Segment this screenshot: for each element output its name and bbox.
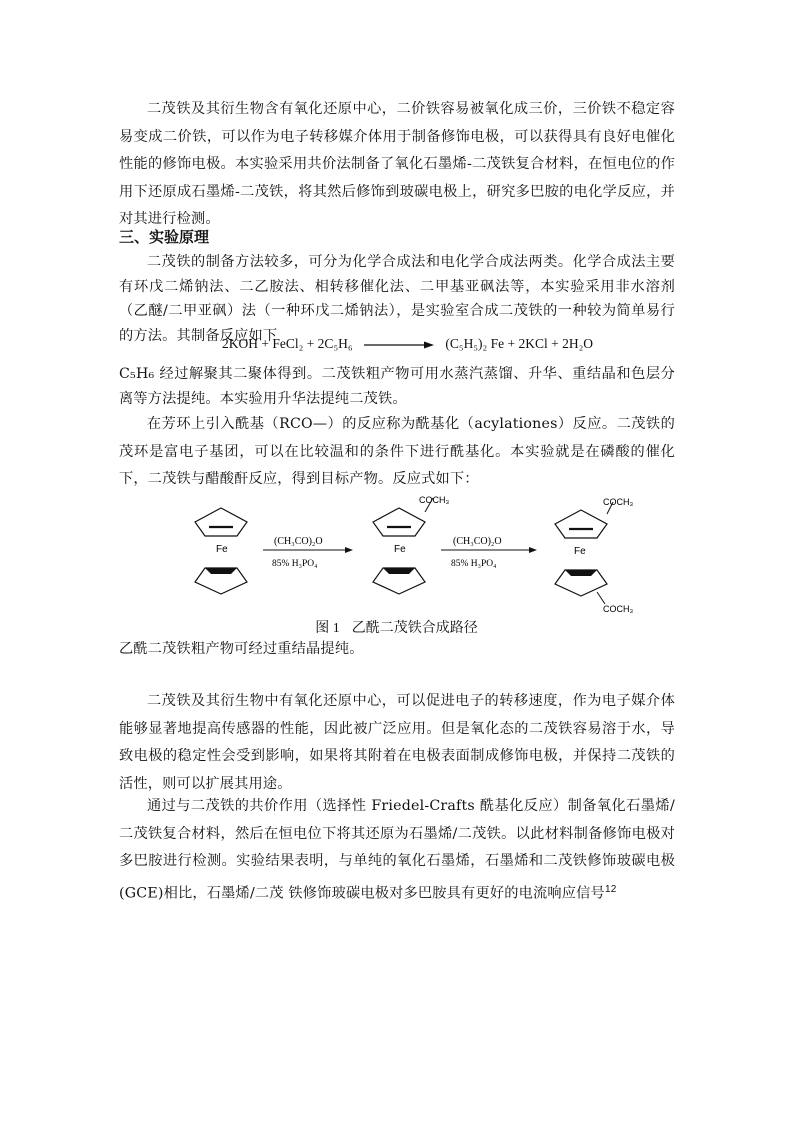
reagent-1-top: (CH₃CO)₂O [274,536,323,547]
reference-marker: 12 [604,883,617,895]
figure-caption [0,617,793,637]
acetylferrocene-synthesis-scheme [175,490,645,620]
equation-products: (C₅H₅)₂ Fe + 2KCl + 2H₂O [445,336,594,351]
acetyl-label-1: COCH₃ [419,495,450,505]
figure-title: 乙酰二茂铁合成路径 [351,621,478,636]
equation-reactants: 2KOH + FeCl₂ + 2C₅H₆ [222,336,353,351]
diacetylferrocene-molecule [555,497,633,614]
intro-paragraph: 二茂铁及其衍生物含有氧化还原中心，二价铁容易被氧化成三价，三价铁不稳定容易变成二价铁，可以作为电子转移媒介体用于制备修饰电极，可以获得具有良好电催化性能的修饰电极。本实验采用共价法制备了氧化石墨烯-二茂铁复合材料，在恒电位的作用下还原成石墨烯-二茂铁，将其然后修饰到玻碳电极上，研究多巴胺的电化学反应，并对其进行检测。 [119,101,675,227]
mediator-paragraph: 二茂铁及其衍生物中有氧化还原中心，可以促进电子的转移速度，作为电子媒介体能够显著地提高传感器的性能，因此被广泛应用。但是氧化态的二茂铁容易溶于水，导致电极的稳定性会受到影响，如果将其附着在电极表面制成修饰电极，并保持二茂铁的活性，则可以扩展其用途。 [119,693,675,792]
section-heading: 三、实验原理 [119,228,210,246]
fe-label: Fe [216,544,228,555]
acylation-paragraph: 在芳环上引入酰基（RCO—）的反应称为酰基化（acylationes）反应。二茂铁的茂环是富电子基团，可以在比较温和的条件下进行酰基化。本实验就是在磷酸的催化下，二茂铁与醋酸酐反应，得到目标产物。反应式如下： [119,416,675,487]
acetylferrocene-molecule [373,495,449,594]
results-paragraph [119,793,675,908]
fe-label: Fe [574,546,586,557]
reagent-1-bottom: 85% H₃PO₄ [272,559,318,569]
ferrocene-equation [222,336,593,352]
acetyl-label-2: COCH₃ [603,497,634,507]
ferrocene-molecule [195,508,247,594]
reagent-2-bottom: 85% H₃PO₄ [451,559,497,569]
reaction-step-1 [263,536,353,569]
reaction-step-2 [441,536,537,569]
reaction-arrow-icon [364,340,434,350]
acetyl-label-3: COCH₃ [603,604,634,614]
recrystallization-paragraph: 乙酰二茂铁粗产物可经过重结晶提纯。 [119,641,364,657]
purification-paragraph: C₅H₆ 经过解聚其二聚体得到。二茂铁粗产物可用水蒸汽蒸馏、升华、重结晶和色层分离等方法提纯。本实验用升华法提纯二茂铁。 [119,366,675,407]
fe-label: Fe [394,544,406,555]
synthesis-methods-paragraph: 二茂铁的制备方法较多，可分为化学合成法和电化学合成法两类。化学合成法主要有环戊二烯钠法、二乙胺法、相转移催化法、二甲基亚砜法等，本实验采用非水溶剂（乙醚/二甲亚砜）法（一种环戊二烯钠法），是实验室合成二茂铁的一种较为简单易行的方法。其制备反应如下 [119,254,675,344]
figure-number: 图 1 [315,621,340,636]
results-text: 通过与二茂铁的共价作用（选择性 Friedel-Crafts 酰基化反应）制备氧化石墨烯/二茂铁复合材料，然后在恒电位下将其还原为石墨烯/二茂铁。以此材料制备修饰电极对多巴胺进行检测。实验结果表明，与单纯的氧化石墨烯，石墨烯和二茂铁修饰玻碳电极(GCE)相比，石墨烯/二茂 铁修饰玻碳电极对多巴胺具有更好的电流响应信号 [119,798,675,902]
reagent-2-top: (CH₃CO)₂O [453,536,502,547]
